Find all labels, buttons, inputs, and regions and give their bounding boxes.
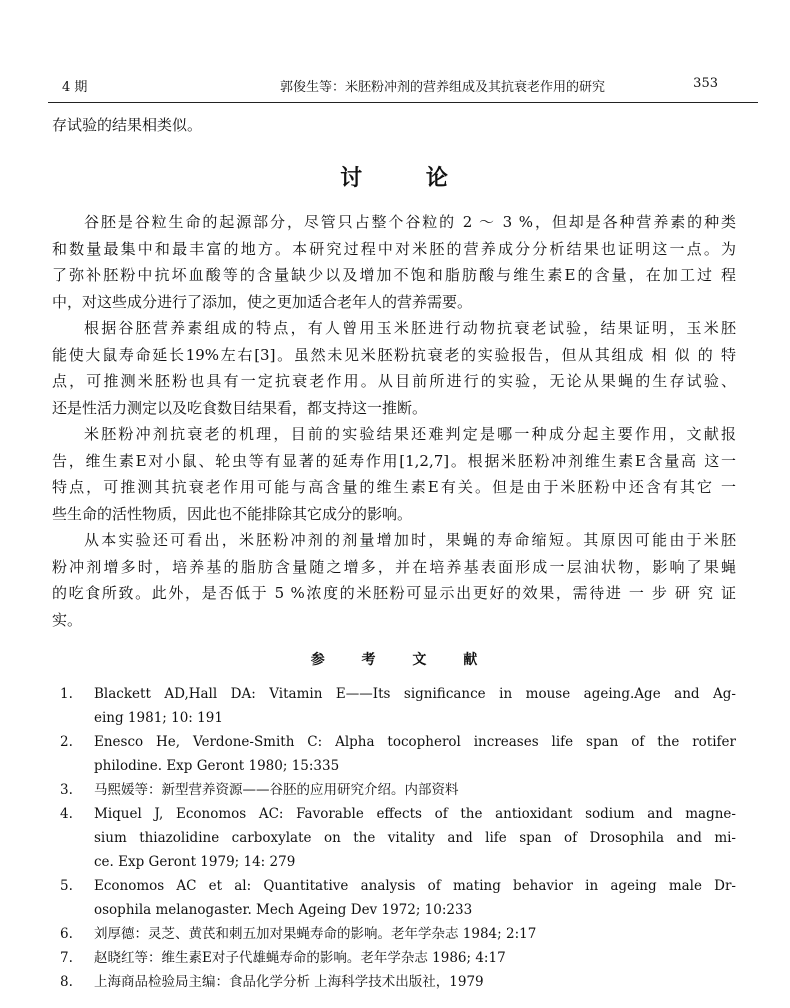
- reference-text: philodine. Exp Geront 1980; 15:335: [94, 757, 340, 774]
- paragraph-line: 从本实验还可看出，米胚粉冲剂的剂量增加时，果蝇的寿命缩短。其原因可能由于米胚: [84, 531, 736, 549]
- reference-item: [52, 922, 736, 946]
- reference-number: 2.: [60, 733, 73, 750]
- running-title: 郭俊生等：米胚粉冲剂的营养组成及其抗衰老作用的研究: [280, 80, 606, 95]
- paragraph-1: [52, 209, 736, 315]
- reference-number: 7.: [60, 949, 73, 966]
- reference-item: [52, 970, 736, 994]
- references-title: 参 考 文 献: [310, 652, 494, 668]
- running-header: [42, 72, 758, 98]
- reference-number: 8.: [60, 973, 73, 990]
- reference-item: [52, 682, 736, 730]
- reference-text: Enesco He, Verdone-Smith C: Alpha tocopherol increases life span of the rotifer: [94, 733, 736, 750]
- reference-text: ce. Exp Geront 1979; 14: 279: [94, 853, 296, 870]
- continuation-text: 存试验的结果相类似。: [52, 116, 203, 134]
- reference-number: 4.: [60, 805, 73, 822]
- page-number: 353: [693, 76, 718, 91]
- reference-text: 赵晓红等：维生素E对子代雄蝇寿命的影响。老年学杂志 1986; 4:17: [94, 949, 506, 966]
- paragraph-3: [52, 421, 736, 527]
- header-rule: [48, 102, 758, 103]
- paragraph-line: 谷胚是谷粒生命的起源部分，尽管只占整个谷粒的 2 ～ 3 %，但却是各种营养素的种类: [84, 213, 736, 231]
- paragraph-4: [52, 527, 736, 633]
- article-body: [52, 112, 736, 994]
- reference-item: [52, 730, 736, 778]
- reference-text: Blackett AD,Hall DA: Vitamin E——Its significance in mouse ageing.Age and Ag-: [94, 685, 736, 702]
- paragraph-line: 的吃食所致。此外，是否低于 5 %浓度的米胚粉可显示出更好的效果，需待进 一 步 研 究 证: [52, 584, 736, 602]
- reference-item: [52, 946, 736, 970]
- reference-number: 1.: [60, 685, 73, 702]
- paragraph-line: 些生命的活性物质，因此也不能排除其它成分的影响。: [52, 504, 413, 523]
- reference-text: eing 1981; 10: 191: [94, 709, 223, 726]
- references-list: [52, 682, 736, 994]
- paragraph-line: 还是性活力测定以及吃食数目结果看，都支持这一推断。: [52, 398, 428, 417]
- reference-item: [52, 778, 736, 802]
- paragraph-line: 能使大鼠寿命延长19%左右[3]。虽然未见米胚粉抗衰老的实验报告，但从其组成 相 似 的 特: [52, 345, 736, 364]
- issue-number: 4 期: [62, 80, 88, 95]
- reference-text: sium thiazolidine carboxylate on the vitality and life span of Drosophila and mi-: [94, 829, 736, 846]
- paragraph-line: 米胚粉冲剂抗衰老的机理，目前的实验结果还难判定是哪一种成分起主要作用，文献报: [84, 425, 736, 443]
- paragraph-2: [52, 315, 736, 421]
- reference-item: [52, 802, 736, 874]
- paragraph-line: 了弥补胚粉中抗坏血酸等的含量缺少以及增加不饱和脂肪酸与维生素E的含量，在加工过 程: [52, 266, 736, 284]
- paragraph-line: 和数量最集中和最丰富的地方。本研究过程中对米胚的营养成分分析结果也证明这一点。为: [52, 239, 736, 258]
- paragraph-line: 粉冲剂增多时，培养基的脂肪含量随之增多，并在培养基表面形成一层油状物，影响了果蝇: [52, 557, 736, 576]
- reference-text: 上海商品检验局主编：食品化学分析 上海科学技术出版社，1979: [94, 973, 484, 990]
- reference-text: Economos AC et al: Quantitative analysis of mating behavior in ageing male Dr-: [94, 877, 736, 894]
- paragraph-line: 实。: [52, 610, 83, 629]
- paragraph-line: 中，对这些成分进行了添加，使之更加适合老年人的营养需要。: [52, 292, 473, 311]
- reference-text: Miquel J, Economos AC: Favorable effects of the antioxidant sodium and magne-: [94, 805, 736, 822]
- reference-text: 马熙媛等：新型营养资源——谷胚的应用研究介绍。内部资料: [94, 781, 459, 798]
- paragraph-line: 根据谷胚营养素组成的特点，有人曾用玉米胚进行动物抗衰老试验，结果证明，玉米胚: [84, 319, 736, 337]
- paragraph-line: 告，维生素E对小鼠、轮虫等有显著的延寿作用[1,2,7]。根据米胚粉冲剂维生素E含量高 这一: [52, 451, 736, 470]
- section-title: 讨 论: [340, 164, 476, 191]
- reference-text: osophila melanogaster. Mech Ageing Dev 1972; 10:233: [94, 901, 473, 918]
- reference-number: 6.: [60, 925, 73, 942]
- reference-number: 5.: [60, 877, 73, 894]
- reference-number: 3.: [60, 781, 73, 798]
- reference-text: 刘厚德：灵芝、黄芪和刺五加对果蝇寿命的影响。老年学杂志 1984; 2:17: [94, 925, 537, 942]
- reference-item: [52, 874, 736, 922]
- paragraph-line: 特点，可推测其抗衰老作用可能与高含量的维生素E有关。但是由于米胚粉中还含有其它 一: [52, 478, 736, 496]
- paragraph-line: 点，可推测米胚粉也具有一定抗衰老作用。从目前所进行的实验，无论从果蝇的生存试验、: [52, 372, 736, 390]
